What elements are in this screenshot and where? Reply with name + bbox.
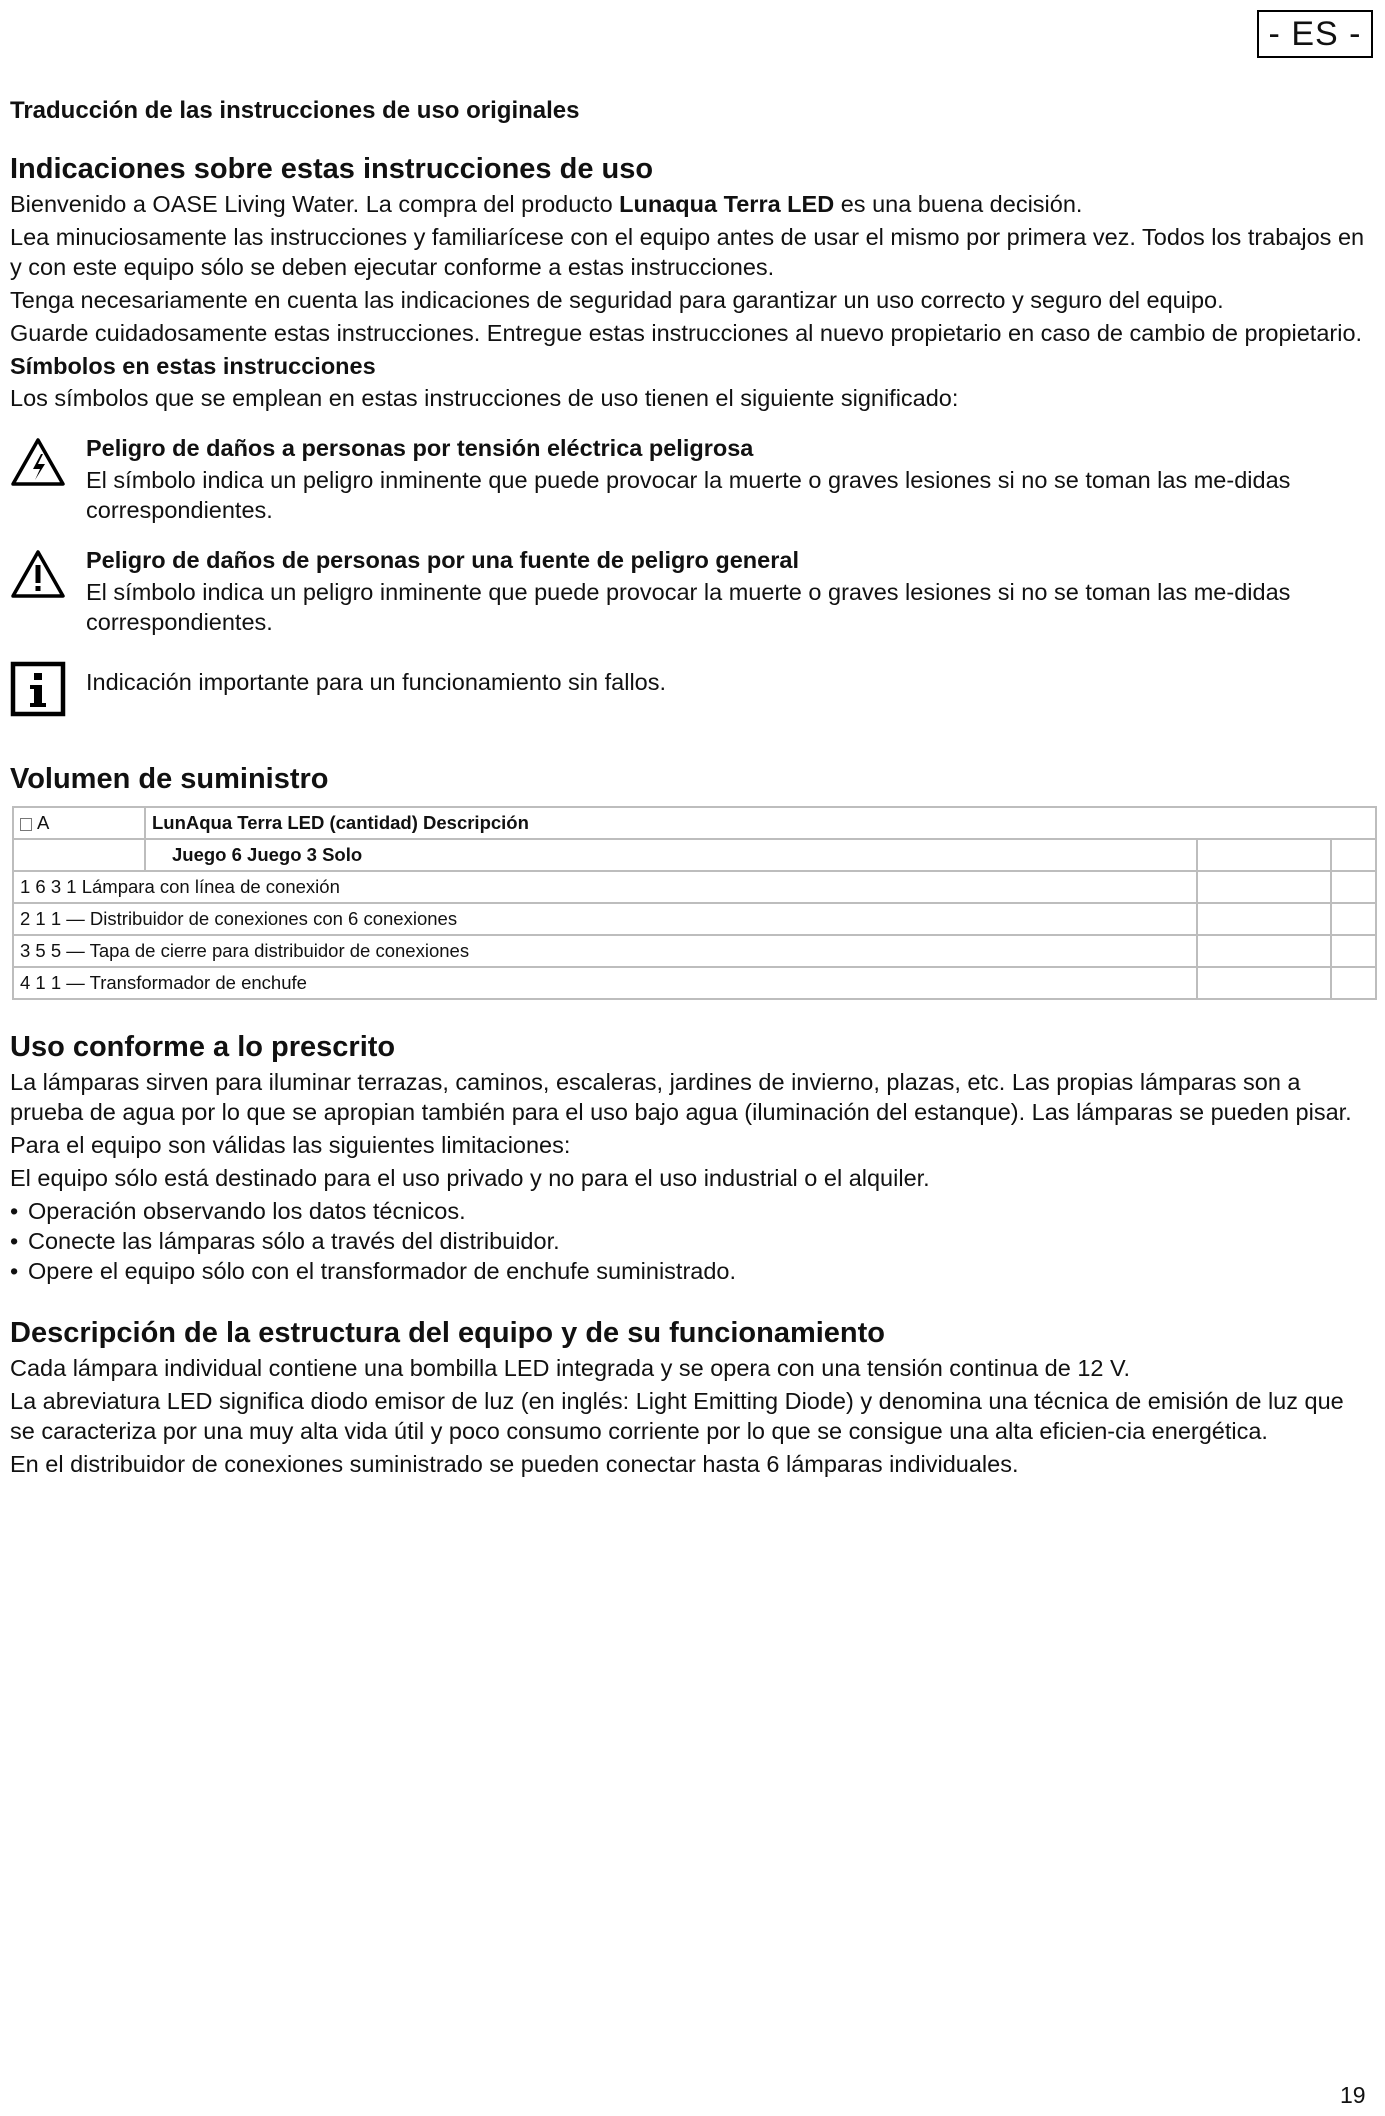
- language-tag: - ES -: [1257, 10, 1373, 58]
- product-name: Lunaqua Terra LED: [619, 191, 835, 217]
- symbol-entry-electric: [10, 433, 1372, 525]
- table-subheader: Juego 6 Juego 3 Solo: [145, 839, 1197, 871]
- table-cell: [1331, 871, 1376, 903]
- supply-heading: Volumen de suministro: [10, 763, 329, 795]
- checkbox-icon: [20, 818, 32, 831]
- table-cell: 3 5 5 — Tapa de cierre para distribuidor de conexiones: [13, 935, 1197, 967]
- table-header-row: [13, 807, 1376, 839]
- table-subheader-cell: [1197, 839, 1331, 871]
- symbol-entry-electric-text: [86, 433, 1372, 525]
- table-row: [13, 871, 1376, 903]
- table-header-spacer: [1331, 807, 1376, 839]
- symbols-heading: Símbolos en estas instrucciones: [10, 353, 376, 379]
- page-number: 19: [1340, 2082, 1366, 2108]
- symbol-entry-general: [10, 545, 1372, 637]
- table-cell: 2 1 1 — Distribuidor de conexiones con 6 conexiones: [13, 903, 1197, 935]
- supply-section: [10, 762, 1372, 1000]
- table-cell: [1197, 871, 1331, 903]
- table-cell: [1197, 903, 1331, 935]
- table-cell: [1331, 935, 1376, 967]
- electric-hazard-desc: El símbolo indica un peligro inminente que puede provocar la muerte o graves lesiones si no se toman las me-didas correspondientes.: [86, 467, 1291, 523]
- use-paragraph-1: La lámparas sirven para iluminar terrazas, caminos, escaleras, jardines de invierno, plazas, etc. Las propias lámparas son a prueba de agua por lo que se apropian también para el uso bajo agua (iluminación del estanque). Las lámparas se pueden pisar.: [10, 1069, 1352, 1125]
- symbol-entry-general-text: [86, 545, 1372, 637]
- list-item: • Opere el equipo sólo con el transformador de enchufe suministrado.: [10, 1256, 1372, 1286]
- intro-paragraph-3: Tenga necesariamente en cuenta las indicaciones de seguridad para garantizar un uso correcto y seguro del equipo.: [10, 287, 1224, 313]
- table-row: [13, 903, 1376, 935]
- description-paragraph-3: En el distribuidor de conexiones suministrado se pueden conectar hasta 6 lámparas individuales.: [10, 1451, 1019, 1477]
- table-cell: 4 1 1 — Transformador de enchufe: [13, 967, 1197, 999]
- description-paragraph-2: La abreviatura LED significa diodo emisor de luz (en inglés: Light Emitting Diode) y denomina una técnica de emisión de luz que se caracteriza por una muy alta vida útil y poco consumo corriente por lo que se consigue una alta eficien-cia energética.: [10, 1388, 1344, 1444]
- general-hazard-desc: El símbolo indica un peligro inminente que puede provocar la muerte o graves lesiones si no se toman las me-didas correspondientes.: [86, 579, 1291, 635]
- use-section: [10, 1030, 1372, 1286]
- symbols-section: [10, 351, 1372, 722]
- table-cell: 1 6 3 1 Lámpara con línea de conexión: [13, 871, 1197, 903]
- intro-heading: Indicaciones sobre estas instrucciones de uso: [10, 153, 654, 185]
- use-limitations-list: [10, 1196, 1372, 1286]
- table-cell: [1197, 967, 1331, 999]
- header-a-label: A: [37, 812, 50, 833]
- list-item: • Conecte las lámparas sólo a través del distribuidor.: [10, 1226, 1372, 1256]
- table-header-a: [13, 807, 145, 839]
- intro-paragraph-2: Lea minuciosamente las instrucciones y familiarícese con el equipo antes de usar el mismo por primera vez. Todos los trabajos en y con este equipo sólo se deben ejecutar conforme a estas instrucciones.: [10, 224, 1365, 280]
- intro-section: [10, 152, 1372, 348]
- general-hazard-title: Peligro de daños de personas por una fuente de peligro general: [86, 547, 799, 573]
- translation-subtitle: Traducción de las instrucciones de uso originales: [10, 97, 580, 124]
- table-subheader-blank: [13, 839, 145, 871]
- use-paragraph-2: Para el equipo son válidas las siguientes limitaciones:: [10, 1132, 571, 1158]
- list-item: • Operación observando los datos técnicos.: [10, 1196, 1372, 1226]
- intro-paragraph-4: Guarde cuidadosamente estas instrucciones. Entregue estas instrucciones al nuevo propietario en caso de cambio de propietario.: [10, 320, 1363, 346]
- electric-hazard-title: Peligro de daños a personas por tensión eléctrica peligrosa: [86, 435, 754, 461]
- table-row: [13, 935, 1376, 967]
- use-heading: Uso conforme a lo prescrito: [10, 1031, 396, 1063]
- general-hazard-icon: [10, 545, 86, 604]
- intro-paragraph-1: [10, 189, 1372, 219]
- description-section: [10, 1316, 1372, 1479]
- symbol-entry-info: [10, 657, 1372, 722]
- symbols-intro: Los símbolos que se emplean en estas instrucciones de uso tienen el siguiente significado:: [10, 385, 959, 411]
- intro-p1-pre: Bienvenido a OASE Living Water. La compra del producto: [10, 191, 620, 217]
- electric-hazard-icon: [10, 433, 86, 492]
- info-icon: [10, 657, 86, 722]
- info-desc: Indicación importante para un funcionamiento sin fallos.: [86, 669, 667, 695]
- table-cell: [1331, 967, 1376, 999]
- table-cell: [1331, 903, 1376, 935]
- table-row: [13, 967, 1376, 999]
- table-subheader-row: [13, 839, 1376, 871]
- table-cell: [1197, 935, 1331, 967]
- table-header-main: LunAqua Terra LED (cantidad) Descripción: [145, 807, 1331, 839]
- supply-table: [12, 806, 1377, 1000]
- symbol-entry-info-text: [86, 657, 1372, 697]
- table-subheader-cell: [1331, 839, 1376, 871]
- intro-p1-post: es una buena decisión.: [834, 191, 1083, 217]
- description-heading: Descripción de la estructura del equipo y de su funcionamiento: [10, 1317, 886, 1349]
- description-paragraph-1: Cada lámpara individual contiene una bombilla LED integrada y se opera con una tensión continua de 12 V.: [10, 1355, 1131, 1381]
- use-paragraph-3: El equipo sólo está destinado para el uso privado y no para el uso industrial o el alquiler.: [10, 1165, 930, 1191]
- page-content: [10, 96, 1372, 1482]
